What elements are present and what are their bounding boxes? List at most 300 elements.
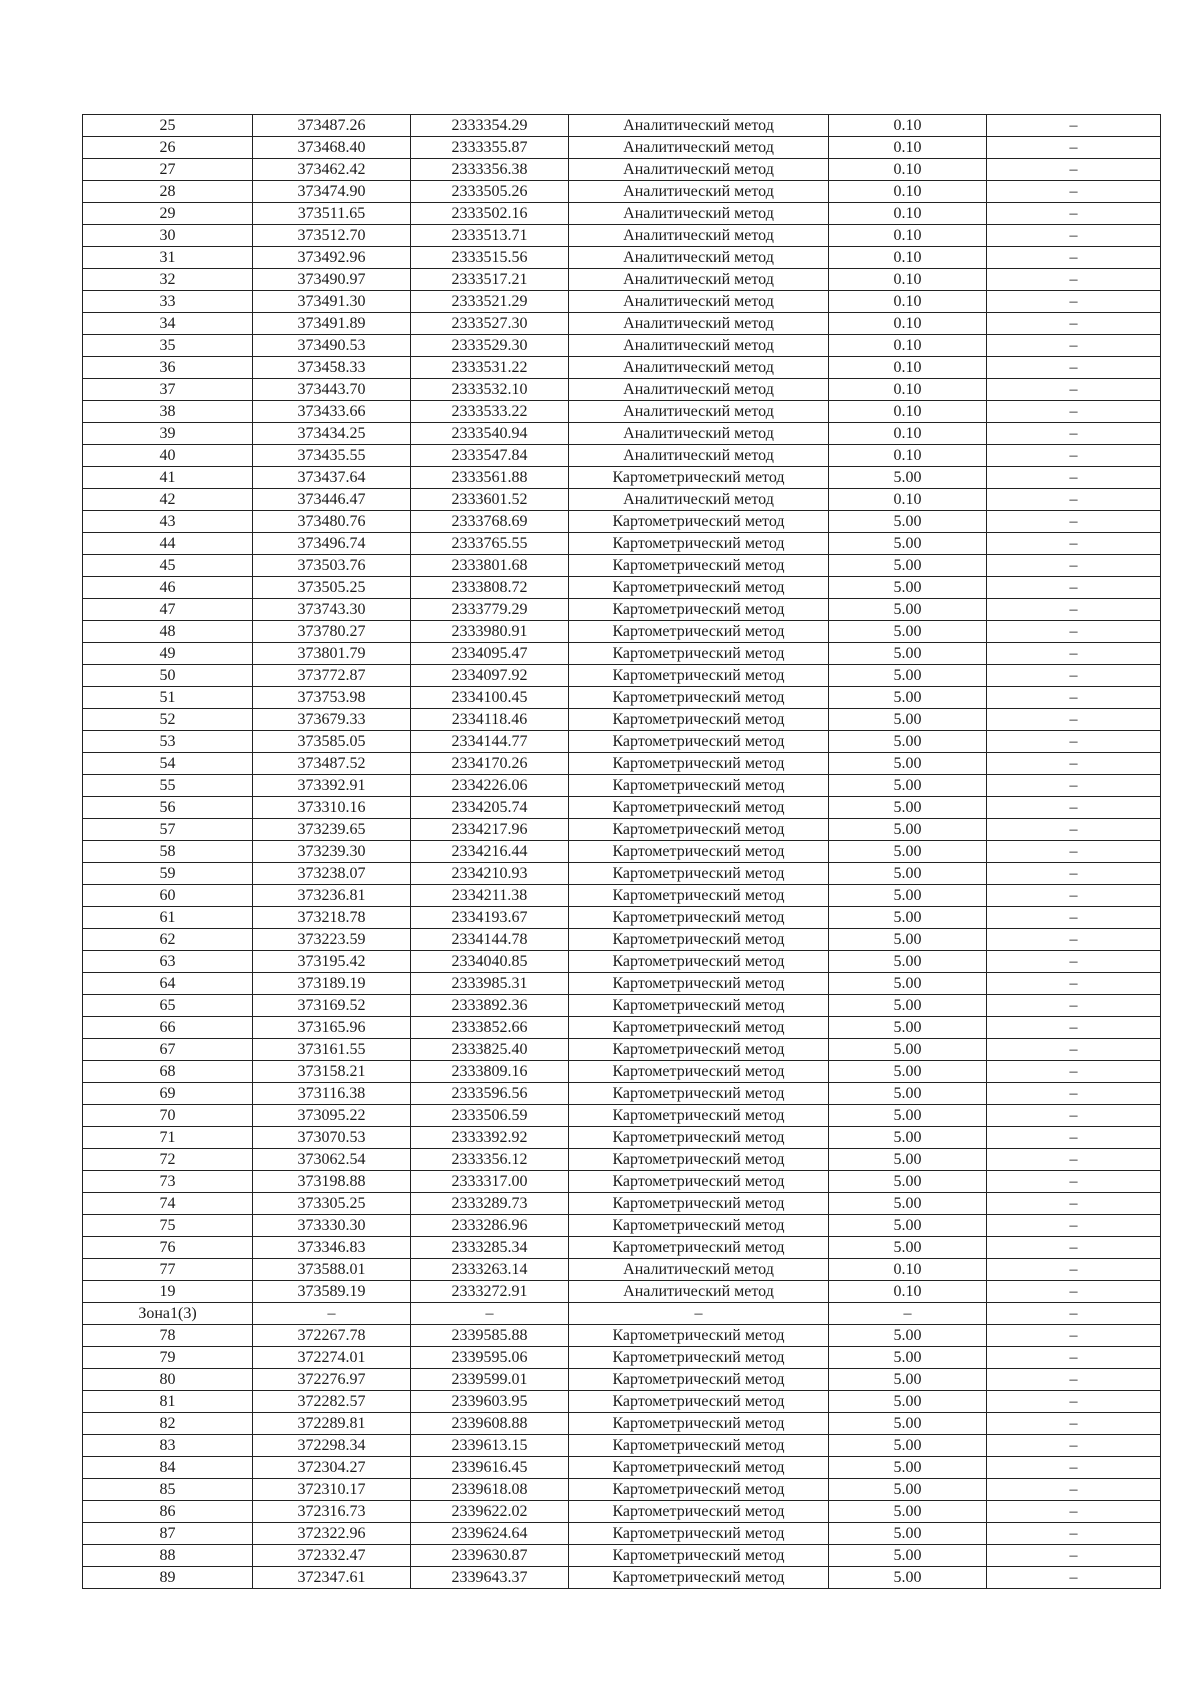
y-coordinate-cell: 2333531.22 (411, 357, 569, 379)
method-cell: Картометрический метод (569, 951, 829, 973)
accuracy-cell: 0.10 (829, 159, 987, 181)
method-cell: Картометрический метод (569, 1479, 829, 1501)
note-cell: – (987, 951, 1161, 973)
table-row (83, 1347, 1161, 1369)
table-row (83, 225, 1161, 247)
note-cell: – (987, 643, 1161, 665)
x-coordinate-cell: 373158.21 (253, 1061, 411, 1083)
x-coordinate-cell: 373070.53 (253, 1127, 411, 1149)
y-coordinate-cell: 2333392.92 (411, 1127, 569, 1149)
table-row (83, 1061, 1161, 1083)
note-cell: – (987, 1523, 1161, 1545)
method-cell: Картометрический метод (569, 1017, 829, 1039)
y-coordinate-cell: 2339608.88 (411, 1413, 569, 1435)
x-coordinate-cell: 373458.33 (253, 357, 411, 379)
table-row (83, 577, 1161, 599)
note-cell: – (987, 1017, 1161, 1039)
point-number-cell: 75 (83, 1215, 253, 1237)
accuracy-cell: 5.00 (829, 643, 987, 665)
table-row (83, 621, 1161, 643)
y-coordinate-cell: 2333356.12 (411, 1149, 569, 1171)
accuracy-cell: 5.00 (829, 995, 987, 1017)
method-cell: Картометрический метод (569, 841, 829, 863)
table-row (83, 907, 1161, 929)
x-coordinate-cell: 373116.38 (253, 1083, 411, 1105)
table-row (83, 1083, 1161, 1105)
x-coordinate-cell: 372289.81 (253, 1413, 411, 1435)
table-row (83, 929, 1161, 951)
method-cell: Картометрический метод (569, 797, 829, 819)
y-coordinate-cell: 2333263.14 (411, 1259, 569, 1281)
point-number-cell: 56 (83, 797, 253, 819)
x-coordinate-cell: 373487.52 (253, 753, 411, 775)
y-coordinate-cell: 2334210.93 (411, 863, 569, 885)
y-coordinate-cell: 2333825.40 (411, 1039, 569, 1061)
method-cell: Аналитический метод (569, 489, 829, 511)
note-cell: – (987, 1259, 1161, 1281)
table-row (83, 533, 1161, 555)
y-coordinate-cell: 2334226.06 (411, 775, 569, 797)
accuracy-cell: 5.00 (829, 1435, 987, 1457)
table-row (83, 841, 1161, 863)
accuracy-cell: 5.00 (829, 863, 987, 885)
point-number-cell: 27 (83, 159, 253, 181)
table-row (83, 489, 1161, 511)
accuracy-cell: 5.00 (829, 841, 987, 863)
method-cell: Картометрический метод (569, 1501, 829, 1523)
accuracy-cell: 5.00 (829, 1479, 987, 1501)
point-number-cell: 79 (83, 1347, 253, 1369)
accuracy-cell: 0.10 (829, 445, 987, 467)
method-cell: Картометрический метод (569, 1237, 829, 1259)
note-cell: – (987, 775, 1161, 797)
table-row (83, 379, 1161, 401)
y-coordinate-cell: 2333768.69 (411, 511, 569, 533)
y-coordinate-cell: 2333502.16 (411, 203, 569, 225)
method-cell: Аналитический метод (569, 335, 829, 357)
accuracy-cell: 5.00 (829, 687, 987, 709)
x-coordinate-cell: 373491.30 (253, 291, 411, 313)
point-number-cell: 51 (83, 687, 253, 709)
x-coordinate-cell: 373487.26 (253, 115, 411, 137)
y-coordinate-cell: 2333527.30 (411, 313, 569, 335)
note-cell: – (987, 577, 1161, 599)
note-cell: – (987, 929, 1161, 951)
method-cell: Картометрический метод (569, 599, 829, 621)
table-row (83, 1325, 1161, 1347)
y-coordinate-cell: 2339622.02 (411, 1501, 569, 1523)
y-coordinate-cell: 2333289.73 (411, 1193, 569, 1215)
note-cell: – (987, 1105, 1161, 1127)
method-cell: Аналитический метод (569, 203, 829, 225)
x-coordinate-cell: 373772.87 (253, 665, 411, 687)
x-coordinate-cell: 372298.34 (253, 1435, 411, 1457)
point-number-cell: 63 (83, 951, 253, 973)
method-cell: Аналитический метод (569, 401, 829, 423)
table-row (83, 995, 1161, 1017)
table-row (83, 687, 1161, 709)
point-number-cell: 72 (83, 1149, 253, 1171)
point-number-cell: 31 (83, 247, 253, 269)
point-number-cell: 42 (83, 489, 253, 511)
x-coordinate-cell: 373161.55 (253, 1039, 411, 1061)
y-coordinate-cell: 2333892.36 (411, 995, 569, 1017)
y-coordinate-cell: 2334095.47 (411, 643, 569, 665)
accuracy-cell: 5.00 (829, 511, 987, 533)
accuracy-cell: 5.00 (829, 577, 987, 599)
note-cell: – (987, 1281, 1161, 1303)
point-number-cell: 44 (83, 533, 253, 555)
note-cell: – (987, 1061, 1161, 1083)
point-number-cell: 62 (83, 929, 253, 951)
x-coordinate-cell: 373238.07 (253, 863, 411, 885)
x-coordinate-cell: – (253, 1303, 411, 1325)
point-number-cell: 85 (83, 1479, 253, 1501)
point-number-cell: 50 (83, 665, 253, 687)
method-cell: Картометрический метод (569, 1413, 829, 1435)
x-coordinate-cell: 373490.53 (253, 335, 411, 357)
note-cell: – (987, 533, 1161, 555)
note-cell: – (987, 203, 1161, 225)
accuracy-cell: 0.10 (829, 291, 987, 313)
point-number-cell: 43 (83, 511, 253, 533)
point-number-cell: 40 (83, 445, 253, 467)
point-number-cell: 57 (83, 819, 253, 841)
y-coordinate-cell: 2334216.44 (411, 841, 569, 863)
x-coordinate-cell: 373346.83 (253, 1237, 411, 1259)
method-cell: Картометрический метод (569, 687, 829, 709)
accuracy-cell: 5.00 (829, 1325, 987, 1347)
method-cell: Картометрический метод (569, 467, 829, 489)
point-number-cell: 32 (83, 269, 253, 291)
x-coordinate-cell: 373679.33 (253, 709, 411, 731)
point-number-cell: 26 (83, 137, 253, 159)
table-row (83, 335, 1161, 357)
y-coordinate-cell: 2339603.95 (411, 1391, 569, 1413)
y-coordinate-cell: 2333601.52 (411, 489, 569, 511)
table-row (83, 203, 1161, 225)
method-cell: Картометрический метод (569, 1325, 829, 1347)
accuracy-cell: 5.00 (829, 1545, 987, 1567)
note-cell: – (987, 115, 1161, 137)
method-cell: Картометрический метод (569, 1347, 829, 1369)
accuracy-cell: 5.00 (829, 1501, 987, 1523)
note-cell: – (987, 885, 1161, 907)
note-cell: – (987, 357, 1161, 379)
table-row (83, 1193, 1161, 1215)
y-coordinate-cell: 2333547.84 (411, 445, 569, 467)
note-cell: – (987, 247, 1161, 269)
note-cell: – (987, 445, 1161, 467)
note-cell: – (987, 1171, 1161, 1193)
method-cell: Картометрический метод (569, 753, 829, 775)
y-coordinate-cell: 2333356.38 (411, 159, 569, 181)
x-coordinate-cell: 373218.78 (253, 907, 411, 929)
y-coordinate-cell: 2333272.91 (411, 1281, 569, 1303)
y-coordinate-cell: 2334097.92 (411, 665, 569, 687)
note-cell: – (987, 159, 1161, 181)
accuracy-cell: – (829, 1303, 987, 1325)
table-row (83, 951, 1161, 973)
point-number-cell: 37 (83, 379, 253, 401)
accuracy-cell: 5.00 (829, 819, 987, 841)
accuracy-cell: 0.10 (829, 181, 987, 203)
x-coordinate-cell: 373169.52 (253, 995, 411, 1017)
note-cell: – (987, 1391, 1161, 1413)
y-coordinate-cell: 2333980.91 (411, 621, 569, 643)
accuracy-cell: 0.10 (829, 1281, 987, 1303)
x-coordinate-cell: 373496.74 (253, 533, 411, 555)
y-coordinate-cell: 2334170.26 (411, 753, 569, 775)
method-cell: Аналитический метод (569, 181, 829, 203)
method-cell: Картометрический метод (569, 1457, 829, 1479)
note-cell: – (987, 489, 1161, 511)
note-cell: – (987, 995, 1161, 1017)
table-row (83, 1567, 1161, 1589)
note-cell: – (987, 973, 1161, 995)
y-coordinate-cell: 2333317.00 (411, 1171, 569, 1193)
accuracy-cell: 5.00 (829, 1413, 987, 1435)
coordinates-table-body (83, 115, 1161, 1589)
note-cell: – (987, 1039, 1161, 1061)
accuracy-cell: 0.10 (829, 489, 987, 511)
x-coordinate-cell: 373589.19 (253, 1281, 411, 1303)
accuracy-cell: 5.00 (829, 797, 987, 819)
table-row (83, 1105, 1161, 1127)
method-cell: Картометрический метод (569, 1435, 829, 1457)
note-cell: – (987, 731, 1161, 753)
y-coordinate-cell: 2334144.78 (411, 929, 569, 951)
point-number-cell: 54 (83, 753, 253, 775)
note-cell: – (987, 1479, 1161, 1501)
note-cell: – (987, 291, 1161, 313)
x-coordinate-cell: 373480.76 (253, 511, 411, 533)
point-number-cell: 83 (83, 1435, 253, 1457)
y-coordinate-cell: 2334144.77 (411, 731, 569, 753)
point-number-cell: 25 (83, 115, 253, 137)
y-coordinate-cell: – (411, 1303, 569, 1325)
method-cell: Картометрический метод (569, 1127, 829, 1149)
y-coordinate-cell: 2334040.85 (411, 951, 569, 973)
x-coordinate-cell: 373198.88 (253, 1171, 411, 1193)
x-coordinate-cell: 373437.64 (253, 467, 411, 489)
table-row (83, 159, 1161, 181)
accuracy-cell: 5.00 (829, 1127, 987, 1149)
point-number-cell: 84 (83, 1457, 253, 1479)
point-number-cell: 19 (83, 1281, 253, 1303)
method-cell: Картометрический метод (569, 1369, 829, 1391)
y-coordinate-cell: 2339613.15 (411, 1435, 569, 1457)
method-cell: Картометрический метод (569, 731, 829, 753)
table-row (83, 1413, 1161, 1435)
note-cell: – (987, 665, 1161, 687)
method-cell: Картометрический метод (569, 511, 829, 533)
x-coordinate-cell: 373095.22 (253, 1105, 411, 1127)
table-row (83, 599, 1161, 621)
table-row (83, 1215, 1161, 1237)
table-row (83, 1501, 1161, 1523)
point-number-cell: 80 (83, 1369, 253, 1391)
note-cell: – (987, 313, 1161, 335)
y-coordinate-cell: 2334100.45 (411, 687, 569, 709)
table-row (83, 775, 1161, 797)
method-cell: Аналитический метод (569, 225, 829, 247)
y-coordinate-cell: 2333286.96 (411, 1215, 569, 1237)
table-row (83, 247, 1161, 269)
x-coordinate-cell: 373239.30 (253, 841, 411, 863)
accuracy-cell: 5.00 (829, 929, 987, 951)
note-cell: – (987, 137, 1161, 159)
accuracy-cell: 5.00 (829, 1017, 987, 1039)
x-coordinate-cell: 373468.40 (253, 137, 411, 159)
note-cell: – (987, 1501, 1161, 1523)
x-coordinate-cell: 373236.81 (253, 885, 411, 907)
point-number-cell: 86 (83, 1501, 253, 1523)
note-cell: – (987, 1567, 1161, 1589)
method-cell: Аналитический метод (569, 269, 829, 291)
y-coordinate-cell: 2333809.16 (411, 1061, 569, 1083)
method-cell: Картометрический метод (569, 1391, 829, 1413)
point-number-cell: 61 (83, 907, 253, 929)
accuracy-cell: 5.00 (829, 1215, 987, 1237)
point-number-cell: 36 (83, 357, 253, 379)
point-number-cell: 87 (83, 1523, 253, 1545)
accuracy-cell: 0.10 (829, 313, 987, 335)
note-cell: – (987, 181, 1161, 203)
point-number-cell: 33 (83, 291, 253, 313)
method-cell: Картометрический метод (569, 577, 829, 599)
table-row (83, 467, 1161, 489)
method-cell: Картометрический метод (569, 1545, 829, 1567)
method-cell: Картометрический метод (569, 819, 829, 841)
x-coordinate-cell: 373505.25 (253, 577, 411, 599)
x-coordinate-cell: 373443.70 (253, 379, 411, 401)
table-row (83, 819, 1161, 841)
x-coordinate-cell: 373780.27 (253, 621, 411, 643)
method-cell: Аналитический метод (569, 313, 829, 335)
accuracy-cell: 5.00 (829, 1391, 987, 1413)
note-cell: – (987, 863, 1161, 885)
y-coordinate-cell: 2333355.87 (411, 137, 569, 159)
accuracy-cell: 5.00 (829, 1149, 987, 1171)
accuracy-cell: 5.00 (829, 665, 987, 687)
method-cell: Картометрический метод (569, 1105, 829, 1127)
x-coordinate-cell: 372274.01 (253, 1347, 411, 1369)
note-cell: – (987, 1237, 1161, 1259)
point-number-cell: 82 (83, 1413, 253, 1435)
table-row (83, 445, 1161, 467)
point-number-cell: 39 (83, 423, 253, 445)
x-coordinate-cell: 373474.90 (253, 181, 411, 203)
point-number-cell: 64 (83, 973, 253, 995)
method-cell: Картометрический метод (569, 533, 829, 555)
method-cell: Картометрический метод (569, 1083, 829, 1105)
note-cell: – (987, 687, 1161, 709)
x-coordinate-cell: 372316.73 (253, 1501, 411, 1523)
note-cell: – (987, 269, 1161, 291)
table-row (83, 1457, 1161, 1479)
method-cell: Аналитический метод (569, 137, 829, 159)
point-number-cell: 88 (83, 1545, 253, 1567)
table-row (83, 753, 1161, 775)
note-cell: – (987, 1193, 1161, 1215)
point-number-cell: 41 (83, 467, 253, 489)
x-coordinate-cell: 373435.55 (253, 445, 411, 467)
x-coordinate-cell: 372267.78 (253, 1325, 411, 1347)
table-row (83, 1171, 1161, 1193)
note-cell: – (987, 621, 1161, 643)
y-coordinate-cell: 2333513.71 (411, 225, 569, 247)
y-coordinate-cell: 2333801.68 (411, 555, 569, 577)
table-row (83, 401, 1161, 423)
accuracy-cell: 0.10 (829, 423, 987, 445)
method-cell: Картометрический метод (569, 1215, 829, 1237)
table-row (83, 115, 1161, 137)
note-cell: – (987, 709, 1161, 731)
note-cell: – (987, 511, 1161, 533)
accuracy-cell: 0.10 (829, 269, 987, 291)
x-coordinate-cell: 372310.17 (253, 1479, 411, 1501)
y-coordinate-cell: 2339599.01 (411, 1369, 569, 1391)
accuracy-cell: 5.00 (829, 555, 987, 577)
method-cell: Аналитический метод (569, 445, 829, 467)
note-cell: – (987, 1215, 1161, 1237)
accuracy-cell: 0.10 (829, 335, 987, 357)
y-coordinate-cell: 2333505.26 (411, 181, 569, 203)
x-coordinate-cell: 372347.61 (253, 1567, 411, 1589)
x-coordinate-cell: 373588.01 (253, 1259, 411, 1281)
point-number-cell: 68 (83, 1061, 253, 1083)
table-row (83, 181, 1161, 203)
x-coordinate-cell: 373490.97 (253, 269, 411, 291)
method-cell: – (569, 1303, 829, 1325)
table-row (83, 291, 1161, 313)
accuracy-cell: 5.00 (829, 1347, 987, 1369)
accuracy-cell: 5.00 (829, 533, 987, 555)
y-coordinate-cell: 2333506.59 (411, 1105, 569, 1127)
method-cell: Аналитический метод (569, 1281, 829, 1303)
method-cell: Аналитический метод (569, 423, 829, 445)
method-cell: Аналитический метод (569, 291, 829, 313)
method-cell: Аналитический метод (569, 379, 829, 401)
note-cell: – (987, 467, 1161, 489)
method-cell: Картометрический метод (569, 1193, 829, 1215)
table-row (83, 643, 1161, 665)
method-cell: Картометрический метод (569, 863, 829, 885)
accuracy-cell: 5.00 (829, 1523, 987, 1545)
table-row (83, 709, 1161, 731)
note-cell: – (987, 379, 1161, 401)
table-row (83, 797, 1161, 819)
x-coordinate-cell: 373491.89 (253, 313, 411, 335)
accuracy-cell: 5.00 (829, 775, 987, 797)
accuracy-cell: 5.00 (829, 731, 987, 753)
accuracy-cell: 5.00 (829, 621, 987, 643)
note-cell: – (987, 819, 1161, 841)
accuracy-cell: 0.10 (829, 357, 987, 379)
method-cell: Аналитический метод (569, 247, 829, 269)
note-cell: – (987, 1149, 1161, 1171)
y-coordinate-cell: 2333985.31 (411, 973, 569, 995)
note-cell: – (987, 555, 1161, 577)
x-coordinate-cell: 373753.98 (253, 687, 411, 709)
point-number-cell: 47 (83, 599, 253, 621)
y-coordinate-cell: 2334211.38 (411, 885, 569, 907)
table-row (83, 313, 1161, 335)
table-row (83, 1237, 1161, 1259)
table-row (83, 731, 1161, 753)
y-coordinate-cell: 2334205.74 (411, 797, 569, 819)
